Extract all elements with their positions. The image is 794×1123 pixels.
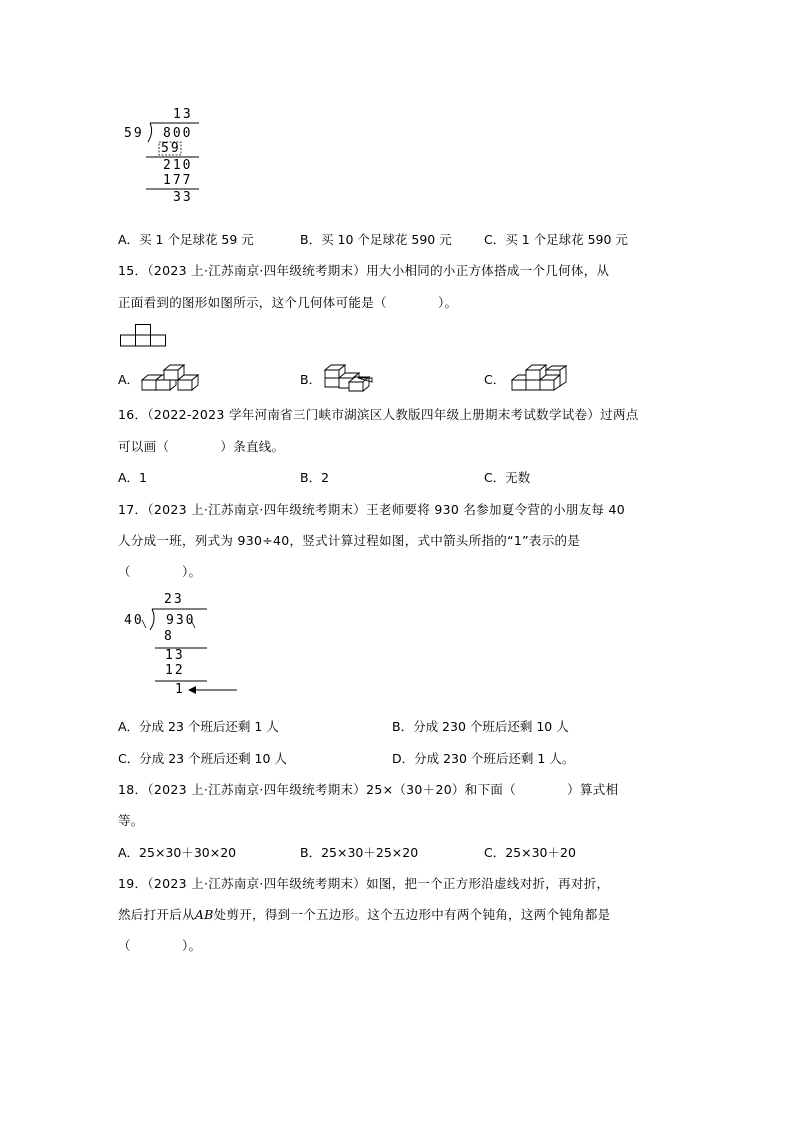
question-18-line-2: 等。 [118,813,144,828]
remainder: 33 [173,190,193,205]
option-c: C．无数 [484,470,531,485]
remainder: 1 [175,682,185,697]
option-c: C．买 1 个足球花 590 元 [484,232,628,247]
option-c: C．分成 23 个班后还剩 10 人 [118,751,287,766]
option-a: A． [118,372,140,387]
divisor: 40 [124,613,144,628]
option-b: B．分成 230 个班后还剩 10 人 [392,719,569,734]
dividend: 930 [166,613,196,628]
text-segment: 然后打开后从 [118,907,195,922]
step-product: 8 [164,629,174,644]
option-d: D．分成 230 个班后还剩 1 人。 [392,751,575,766]
text-segment: 处剪开，得到一个五边形。这个五边形中有两个钝角，这两个钝角都是 [213,907,611,922]
option-a: A．25×30＋30×20 [118,845,237,860]
question-19-line-1: 19．（2023 上·江苏南京·四年级统考期末）如图，把一个正方形沿虚线对折，再对折， [118,876,610,891]
question-15-line-2: 正面看到的图形如图所示，这个几何体可能是（ ）。 [118,295,458,310]
option-b: B．25×30＋25×20 [300,845,419,860]
question-18-line-1: 18．（2023 上·江苏南京·四年级统考期末）25×（30＋20）和下面（ ）算式相 [118,782,619,797]
step-product: 177 [163,173,193,188]
step-partial: 210 [163,158,193,173]
step-partial: 13 [165,648,185,663]
question-15-line-1: 15．（2023 上·江苏南京·四年级统考期末）用大小相同的小正方体搭成一个几何体，从 [118,263,610,278]
question-17-line-1: 17．（2023 上·江苏南京·四年级统考期末）王老师要将 930 名参加夏令营的小朋友每 40 [118,502,625,517]
dividend: 800 [163,126,193,141]
option-a: A．1 [118,470,148,485]
question-19-line-3: （ ）。 [118,938,202,953]
option-b: B．买 10 个足球花 590 元 [300,232,452,247]
question-17-line-2: 人分成一班，列式为 930÷40，竖式计算过程如图，式中箭头所指的“1”表示的是 [118,533,581,548]
quotient: 13 [173,107,193,122]
step-product: 59 [161,141,181,156]
divisor: 59 [124,126,144,141]
option-a: A．买 1 个足球花 59 元 [118,232,254,247]
option-b: B． [300,372,322,387]
option-a: A．分成 23 个班后还剩 1 人 [118,719,279,734]
option-c: C． [484,372,506,387]
segment-label: AB [194,907,214,922]
question-16-line-1: 16．（2022-2023 学年河南省三门峡市湖滨区人教版四年级上册期末考试数学试卷）过两点 [118,407,639,422]
question-17-line-3: （ ）。 [118,564,202,579]
option-b: B．2 [300,470,330,485]
question-19-line-2 [118,905,610,923]
question-16-line-2: 可以画（ ）条直线。 [118,439,285,454]
quotient: 23 [164,592,184,607]
step-product: 12 [165,663,185,678]
option-c: C．25×30＋20 [484,845,576,860]
